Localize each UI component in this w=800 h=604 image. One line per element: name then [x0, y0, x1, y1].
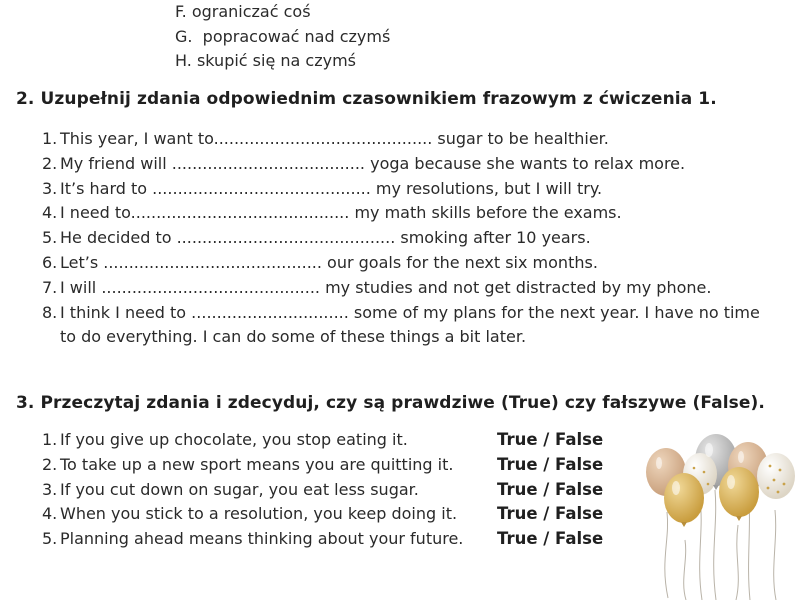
item-number: 4.: [42, 203, 58, 223]
item-number: 5.: [42, 529, 58, 549]
option-letter: G.: [175, 26, 193, 46]
exercise3-list: [42, 428, 642, 552]
exercise2-item: [42, 127, 782, 152]
item-number: 1.: [42, 129, 58, 148]
item-sentence: [42, 428, 497, 453]
exercise2-item: [42, 251, 782, 276]
true-false-choice[interactable]: True / False: [497, 479, 604, 499]
item-text: I will ........................................... my studies and not get distracted by my phone.: [60, 277, 712, 297]
item-text: If you cut down on sugar, you eat less sugar.: [60, 479, 419, 499]
item-text: To take up a new sport means you are quitting it.: [60, 454, 454, 474]
exercise2-item-continuation: to do everything. I can do some of these things a bit later.: [60, 327, 527, 347]
item-number: 8.: [42, 302, 58, 322]
item-number: 3.: [42, 479, 58, 499]
item-sentence: [42, 502, 497, 527]
exercise2-item: [42, 276, 782, 301]
exercise2-item: [42, 226, 782, 251]
option-text: ograniczać coś: [191, 2, 311, 21]
true-false-choice[interactable]: True / False: [497, 504, 604, 524]
item-number: 2.: [42, 153, 58, 173]
exercise3-title: Przeczytaj zdania i zdecyduj, czy są prawdziwe (True) czy fałszywe (False).: [40, 393, 765, 413]
item-text: If you give up chocolate, you stop eating it.: [60, 430, 408, 449]
item-text: Let’s ........................................... our goals for the next six months.: [60, 252, 598, 272]
item-text: I need to........................................... my math skills before the exams.: [60, 203, 622, 223]
item-text: When you stick to a resolution, you keep doing it.: [60, 504, 458, 524]
option-text: popracować nad czymś: [197, 26, 391, 46]
item-number: 2.: [42, 454, 58, 474]
item-number: 5.: [42, 228, 58, 248]
exercise2-item: [42, 177, 782, 202]
exercise2-number: 2.: [16, 89, 35, 109]
true-false-choice[interactable]: True / False: [497, 529, 604, 549]
item-text: This year, I want to........................................... sugar to be healthier.: [60, 129, 609, 148]
exercise3-item: [42, 502, 642, 527]
item-sentence: [42, 527, 497, 552]
item-text: He decided to ........................................... smoking after 10 years.: [60, 228, 591, 248]
exercise3-item: [42, 478, 642, 503]
item-text: My friend will ...................................... yoga because she wants to relax more.: [60, 153, 686, 173]
exercise2-title: Uzupełnij zdania odpowiednim czasownikiem frazowym z ćwiczenia 1.: [40, 89, 717, 109]
balloons-illustration: [630, 430, 800, 600]
item-number: 1.: [42, 430, 58, 449]
item-number: 4.: [42, 504, 58, 524]
exercise3-item: [42, 453, 642, 478]
item-text: I think I need to ............................... some of my plans for the next year. I have no time: [60, 302, 760, 322]
item-number: 7.: [42, 277, 58, 297]
item-sentence: [42, 478, 497, 503]
option-g: [175, 25, 390, 50]
exercise2-item: [42, 301, 782, 326]
exercise2-list: [42, 127, 782, 350]
item-text: It’s hard to ........................................... my resolutions, but I will try.: [60, 178, 603, 198]
exercise2-item: [42, 152, 782, 177]
option-text: skupić się na czymś: [196, 51, 356, 70]
item-sentence: [42, 453, 497, 478]
exercise2-item: [42, 201, 782, 226]
item-number: 3.: [42, 178, 58, 198]
true-false-choice[interactable]: True / False: [497, 454, 604, 474]
true-false-choice[interactable]: True / False: [497, 430, 604, 449]
balloons-icon: [630, 430, 800, 600]
option-letter: F.: [175, 2, 187, 21]
exercise3-item: [42, 527, 642, 552]
item-text: Planning ahead means thinking about your future.: [60, 529, 464, 549]
exercise3-heading: [16, 393, 765, 413]
exercise3-item: [42, 428, 642, 453]
option-f: [175, 0, 390, 25]
exercise1-options-tail: [175, 0, 390, 74]
exercise3-number: 3.: [16, 393, 35, 413]
option-letter: H.: [175, 51, 192, 70]
exercise2-heading: [16, 89, 717, 109]
item-number: 6.: [42, 252, 58, 272]
option-h: [175, 49, 390, 74]
